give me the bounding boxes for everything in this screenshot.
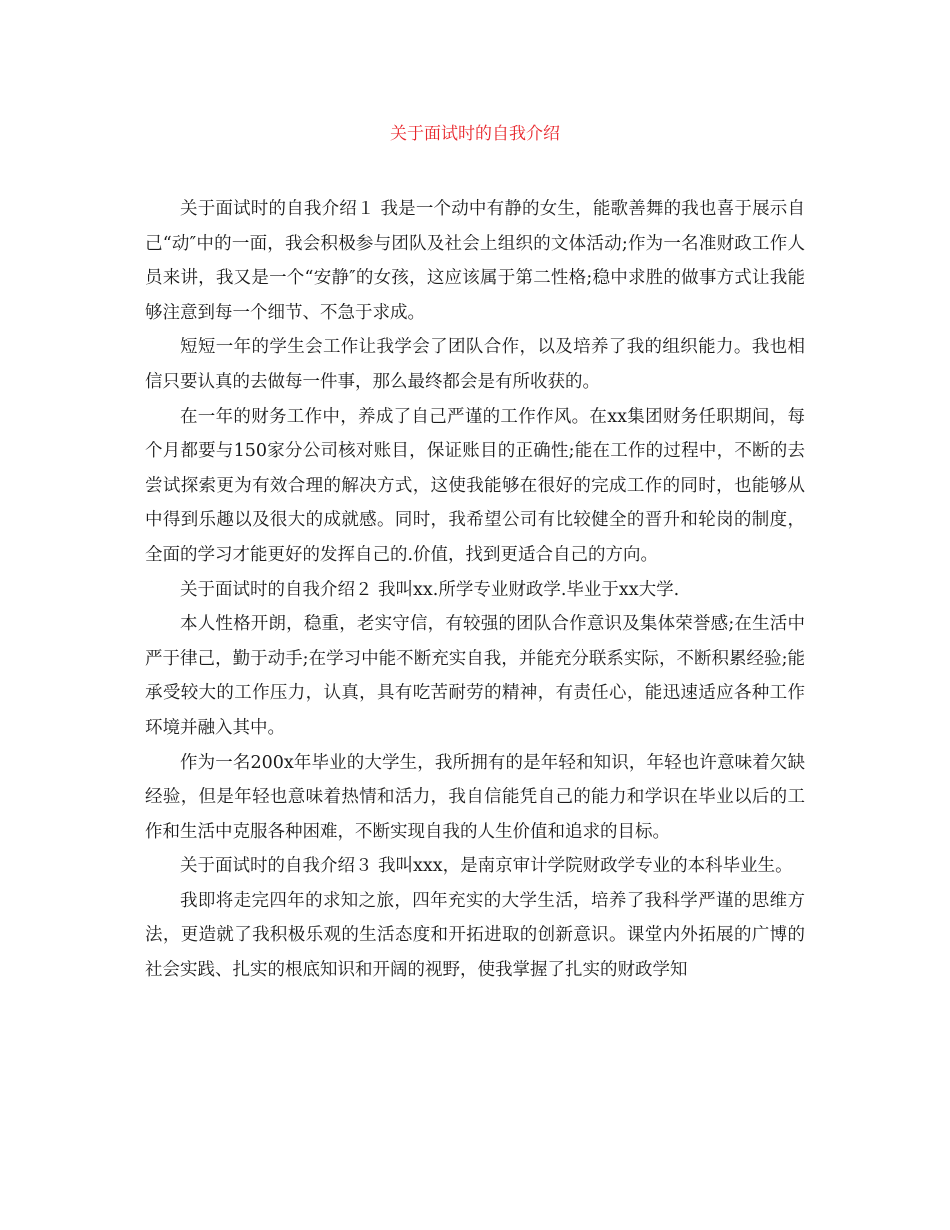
paragraph: 在一年的财务工作中，养成了自己严谨的工作作风。在xx集团财务任职期间，每个月都要与150家分公司核对账目，保证账目的正确性;能在工作的过程中，不断的去尝试探索更为有效合理的解决方式，这使我能够在很好的完成工作的同时，也能够从中得到乐趣以及很大的成就感。同时，我希望公司有比较健全的晋升和轮岗的制度，全面的学习才能更好的发挥自己的.价值，找到更适合自己的方向。: [145, 406, 805, 565]
document-title: 关于面试时的自我介绍: [390, 124, 560, 144]
document-body: [145, 192, 805, 988]
paragraph: 我即将走完四年的求知之旅，四年充实的大学生活，培养了我科学严谨的思维方法，更造就了我积极乐观的生活态度和开拓进取的创新意识。课堂内外拓展的广博的社会实践、扎实的根底知识和开阔的视野，使我掌握了扎实的财政学知: [145, 890, 805, 981]
paragraph: 短短一年的学生会工作让我学会了团队合作，以及培养了我的组织能力。我也相信只要认真的去做每一件事，那么最终都会是有所收获的。: [145, 337, 805, 392]
paragraph: 本人性格开朗，稳重，老实守信，有较强的团队合作意识及集体荣誉感;在生活中严于律己，勤于动手;在学习中能不断充实自我，并能充分联系实际，不断积累经验;能承受较大的工作压力，认真，具有吃苦耐劳的精神，有责任心，能迅速适应各种工作环境并融入其中。: [145, 614, 805, 738]
paragraph: 关于面试时的自我介绍１ 我是一个动中有静的女生，能歌善舞的我也喜于展示自己“动″中的一面，我会积极参与团队及社会上组织的文体活动;作为一名准财政工作人员来讲，我又是一个“安静″的女孩，这应该属于第二性格;稳中求胜的做事方式让我能够注意到每一个细节、不急于求成。: [145, 199, 805, 323]
paragraph: 关于面试时的自我介绍３ 我叫xxx，是南京审计学院财政学专业的本科毕业生。: [180, 856, 793, 877]
paragraph: 作为一名200x年毕业的大学生，我所拥有的是年轻和知识，年轻也许意味着欠缺经验，但是年轻也意味着热情和活力，我自信能凭自己的能力和学识在毕业以后的工作和生活中克服各种困难，不断实现自我的人生价值和追求的目标。: [145, 752, 805, 842]
paragraph: 关于面试时的自我介绍２ 我叫xx.所学专业财政学.毕业于xx大学.: [180, 579, 680, 600]
